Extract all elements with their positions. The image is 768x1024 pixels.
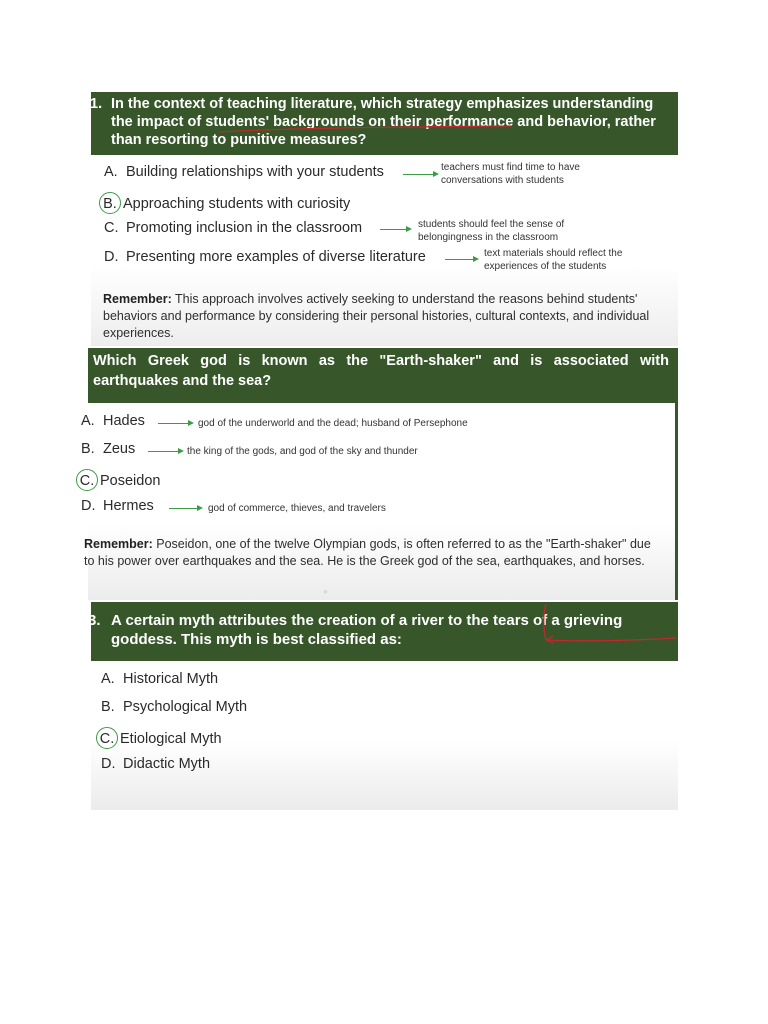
option-text: Etiological Myth — [120, 731, 222, 747]
cursor-mark-icon: ▹ — [324, 587, 329, 596]
option-b — [104, 192, 350, 214]
option-text: Promoting inclusion in the classroom — [126, 220, 363, 236]
question-text: In the context of teaching literature, which strategy emphasizes understanding the impact of students' backgrounds on their performance and behavior, rather than resorting to punitive measures? — [111, 96, 656, 148]
option-note: god of commerce, thieves, and travelers — [208, 503, 386, 514]
option-note: the king of the gods, and god of the sky and thunder — [187, 446, 418, 457]
option-text: Didactic Myth — [123, 756, 211, 772]
answer-circle-icon: C. — [96, 727, 118, 749]
answer-circle-icon: B. — [99, 192, 121, 214]
option-text: Approaching students with curiosity — [123, 196, 351, 212]
option-letter: D. — [104, 249, 119, 265]
question-number: 1. — [90, 96, 103, 112]
option-letter: D. — [81, 498, 96, 514]
option-text: Poseidon — [100, 473, 161, 489]
answer-area — [91, 661, 678, 810]
option-text: Hades — [103, 413, 145, 429]
option-text: Presenting more examples of diverse literature — [126, 249, 426, 265]
option-letter: B. — [81, 441, 95, 457]
answer-area — [91, 155, 678, 346]
question-number: 3. — [88, 612, 101, 629]
option-c — [81, 469, 160, 491]
option-d — [101, 756, 210, 772]
option-letter: A. — [81, 413, 95, 429]
option-note: god of the underworld and the dead; husband of Persephone — [198, 418, 468, 429]
question-card-1 — [91, 92, 678, 346]
option-text: Historical Myth — [123, 671, 219, 687]
answer-circle-icon: C. — [76, 469, 98, 491]
option-a — [104, 164, 384, 180]
question-header — [88, 602, 678, 661]
option-text: Hermes — [103, 498, 154, 514]
option-a — [101, 671, 218, 687]
option-note: students should feel the sense of belongingness in the classroom — [418, 219, 565, 243]
option-text: Building relationships with your students — [126, 164, 384, 180]
option-letter: D. — [101, 756, 116, 772]
option-d — [81, 498, 154, 514]
option-note: text materials should reflect the experiences of the students — [484, 248, 623, 272]
option-a — [81, 413, 145, 429]
question-card-3 — [88, 602, 678, 810]
option-letter: A. — [101, 671, 115, 687]
option-b — [101, 699, 247, 715]
option-d — [104, 249, 426, 265]
option-c — [104, 220, 362, 236]
answer-area — [79, 403, 678, 600]
option-note: teachers must find time to have conversations with students — [441, 162, 580, 186]
question-header — [91, 92, 678, 155]
arrow-icon — [148, 451, 182, 452]
option-b — [81, 441, 135, 457]
arrow-icon — [380, 229, 410, 230]
option-letter: A. — [104, 164, 118, 180]
arrow-icon — [403, 174, 437, 175]
arrow-icon — [158, 423, 192, 424]
question-header — [88, 348, 678, 403]
question-text: A certain myth attributes the creation of a river to the tears of a grieving goddess. This myth is best classified as: — [111, 612, 623, 648]
question-card-2 — [79, 348, 678, 600]
option-text: Psychological Myth — [123, 699, 248, 715]
remember-note: Remember: Poseidon, one of the twelve Olympian gods, is often referred to as the "Earth-shaker" due to his power over earthquakes and the sea. He is the Greek god of the sea, earthquakes, and horses. — [84, 537, 651, 568]
option-letter: B. — [101, 699, 115, 715]
arrow-icon — [169, 508, 201, 509]
remember-note: Remember: This approach involves actively seeking to understand the reasons behind students' behaviors and performance by considering their personal histories, cultural contexts, and individual experiences. — [103, 292, 650, 340]
option-text: Zeus — [103, 441, 136, 457]
option-c — [101, 727, 222, 749]
question-text: Which Greek god is known as the "Earth-shaker" and is associated with earthquakes and the sea? — [93, 353, 669, 389]
option-letter: C. — [104, 220, 119, 236]
arrow-icon — [445, 259, 477, 260]
